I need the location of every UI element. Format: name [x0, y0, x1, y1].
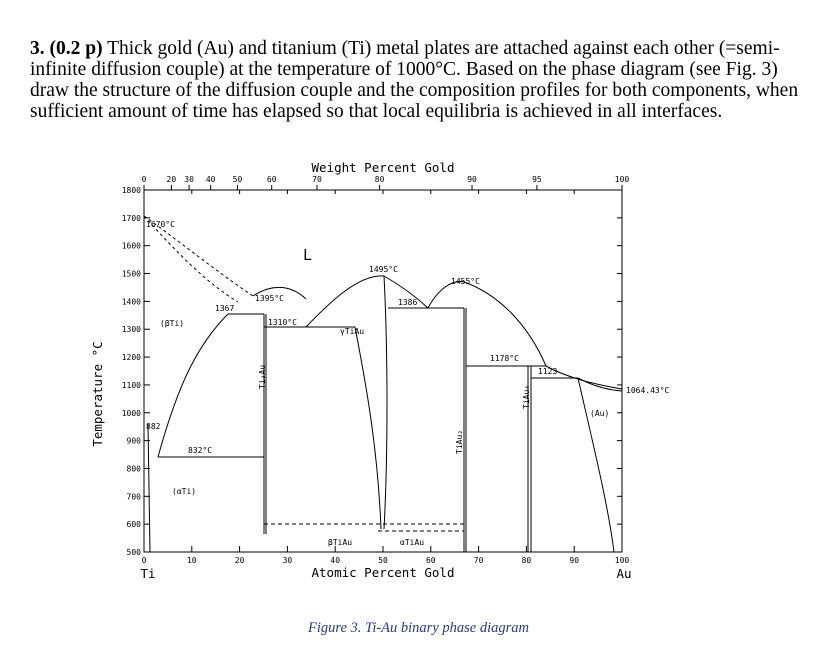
temp-tick-label: 700: [126, 492, 141, 502]
tiau2-label: TiAu₂: [455, 429, 464, 454]
au-label: (Au): [590, 409, 610, 418]
bottom-axis-title: Atomic Percent Gold: [311, 565, 455, 580]
temp-tick-label: 1000: [121, 408, 141, 418]
au-solvus: [578, 378, 614, 552]
question-points: (0.2 p): [49, 38, 103, 59]
top-axis-title: Weight Percent Gold: [311, 160, 455, 175]
weight-tick-label: 60: [266, 175, 277, 184]
temp-tick-label: 1500: [121, 269, 141, 279]
ti3au-label: Ti₃Au: [258, 364, 267, 389]
atomic-tick-label: 70: [473, 556, 484, 565]
note-1455: 1455°C: [451, 277, 480, 286]
alpha-tiau-label: αTiAu: [400, 538, 425, 547]
weight-tick-label: 20: [166, 175, 177, 184]
question-body: Thick gold (Au) and titanium (Ti) metal plates are attached against each other (=semi-infinite diffusion couple) at the temperature of 1000°C. Based on the phase diagram (see Fig. 3) draw the structure of the diffusion couple and the composition profiles for both components, when sufficient amount of time has elapsed so that local equilibria is achieved in all interfaces.: [30, 38, 799, 122]
note-1670: 1670°C: [146, 220, 175, 229]
note-882: 882: [146, 422, 161, 431]
tiau4-label: TiAu₄: [522, 384, 531, 409]
atomic-tick-label: 60: [425, 556, 436, 565]
question-text: [30, 38, 810, 122]
gamma-tiau-right-boundary: [384, 276, 387, 529]
atomic-tick-label: 40: [330, 556, 341, 565]
temp-tick-label: 1300: [121, 325, 141, 335]
note-1386: 1386: [398, 298, 418, 307]
weight-tick-label: 30: [184, 175, 194, 184]
atomic-tick-label: 50: [378, 556, 388, 565]
note-1064: 1064.43°C: [626, 386, 670, 395]
atomic-tick-label: 30: [282, 556, 293, 565]
y-axis-title: Temperature °C: [90, 341, 105, 447]
note-1178: 1178°C: [490, 354, 519, 363]
note-1495: 1495°C: [369, 265, 398, 274]
temp-tick-label: 500: [126, 548, 141, 557]
atomic-tick-label: 90: [569, 556, 580, 565]
liquid-label: L: [303, 246, 313, 264]
weight-tick-label: 40: [205, 175, 216, 184]
beta-ti-solvus: [158, 314, 228, 457]
note-1123: 1123: [538, 367, 558, 376]
weight-tick-label: 50: [232, 175, 243, 184]
note-832: 832°C: [188, 446, 213, 455]
question-number: 3.: [30, 38, 45, 59]
temp-tick-label: 600: [126, 520, 141, 530]
temp-tick-label: 800: [126, 464, 141, 474]
alpha-ti-label: (αTi): [172, 487, 197, 496]
atomic-tick-label: 80: [521, 556, 532, 565]
atomic-tick-label: 10: [186, 556, 197, 565]
temp-tick-label: 1100: [121, 380, 141, 390]
weight-tick-label: 0: [141, 175, 147, 184]
weight-tick-label: 95: [532, 175, 542, 184]
temp-tick-label: 1200: [121, 353, 141, 363]
weight-tick-label: 90: [467, 175, 477, 184]
temp-tick-label: 1700: [121, 213, 141, 223]
atomic-tick-label: 0: [141, 556, 147, 565]
note-1367: 1367: [215, 304, 235, 313]
temp-tick-label: 1800: [121, 186, 141, 195]
weight-tick-label: 80: [374, 175, 385, 184]
temp-tick-label: 1600: [121, 241, 141, 251]
figure-caption: Figure 3. Ti-Au binary phase diagram: [308, 620, 529, 636]
temp-tick-label: 900: [126, 436, 141, 446]
note-1310: 1310°C: [268, 318, 297, 327]
atomic-tick-label: 20: [234, 556, 245, 565]
alpha-ti-left-solvus: [148, 424, 150, 552]
beta-tiau-label: βTiAu: [328, 538, 353, 547]
weight-tick-label: 70: [312, 175, 322, 184]
atomic-tick-label: 100: [614, 556, 630, 565]
gamma-tiau-label: γTiAu: [340, 327, 365, 336]
ti-au-phase-diagram: [88, 154, 670, 594]
beta-ti-label: (βTi): [160, 319, 185, 328]
gamma-tiau-left-boundary: [355, 327, 381, 529]
temp-tick-label: 1400: [121, 297, 141, 307]
left-element-label: Ti: [140, 566, 156, 581]
note-1395: 1395°C: [255, 294, 284, 303]
weight-tick-label: 100: [614, 175, 630, 184]
gamma-tiau-liquidus-left: [306, 276, 384, 327]
right-element-label: Au: [616, 566, 632, 581]
